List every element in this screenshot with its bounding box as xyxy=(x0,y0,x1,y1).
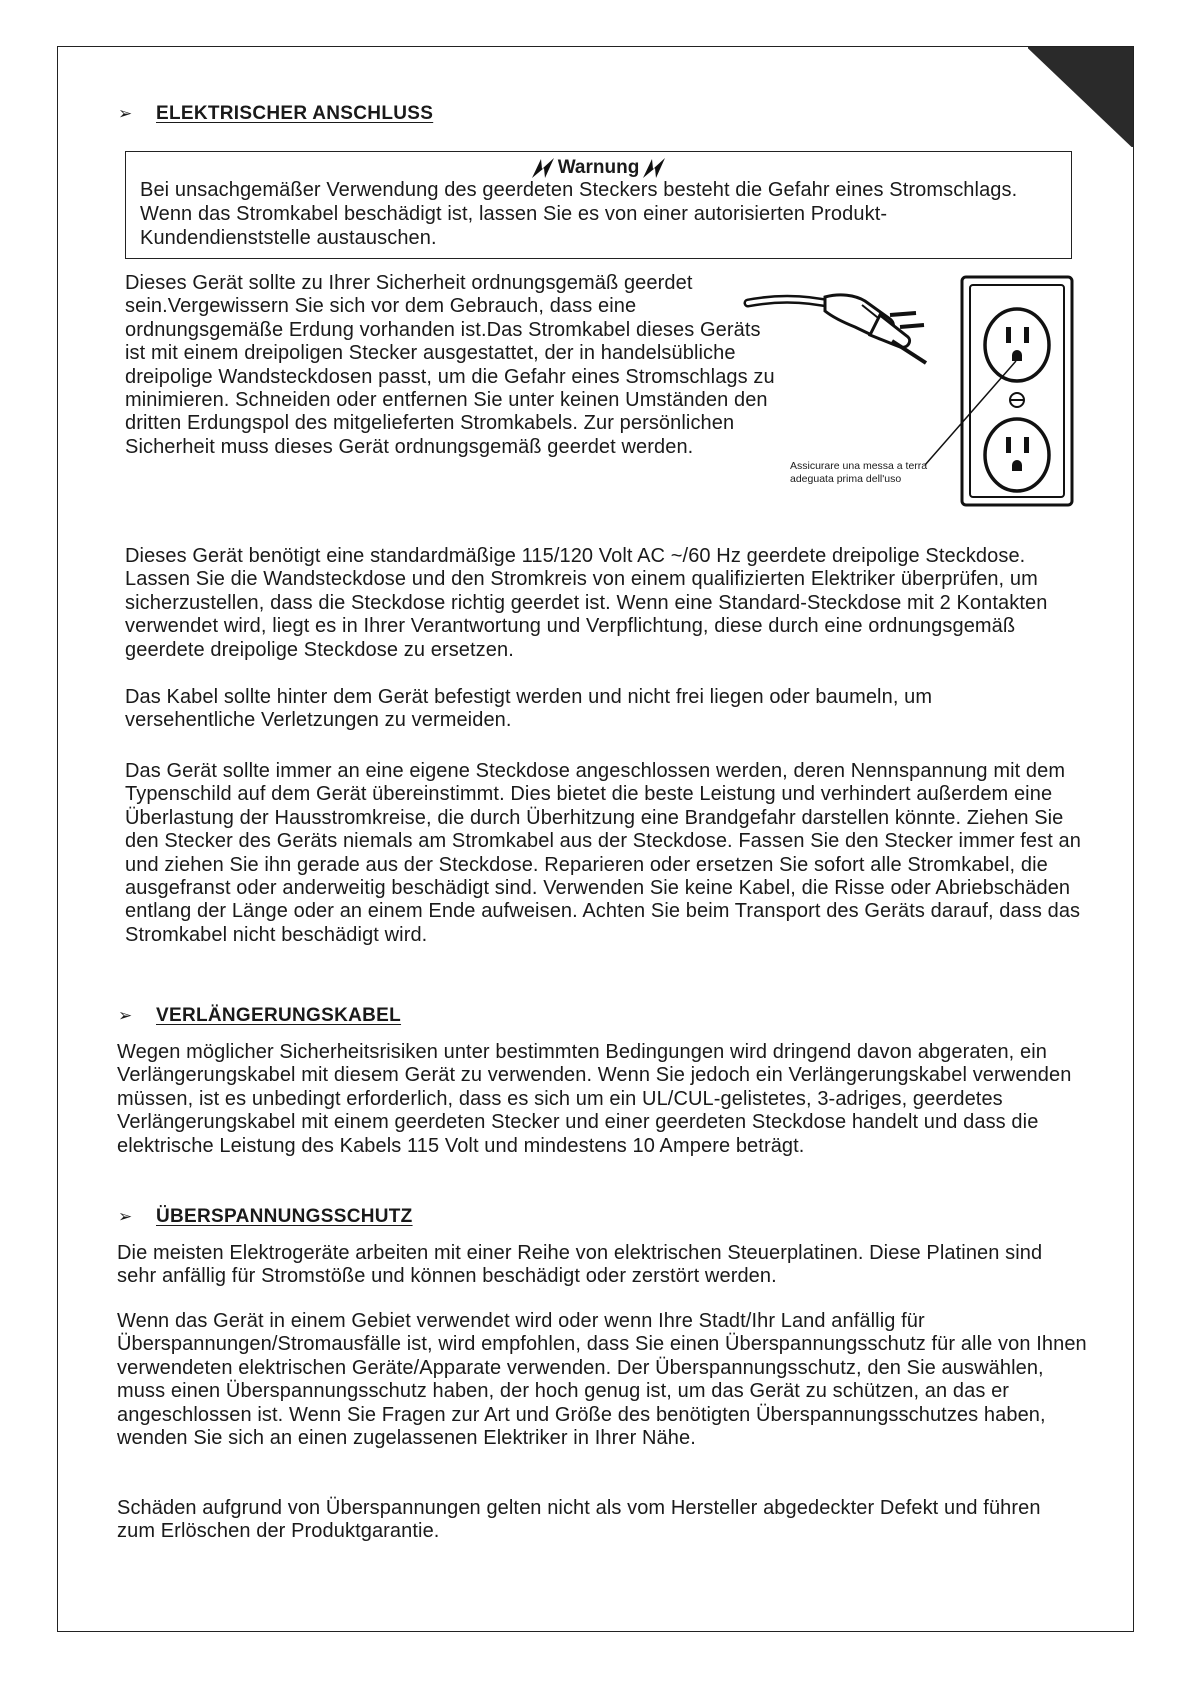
section-title: ELEKTRISCHER ANSCHLUSS xyxy=(156,103,434,124)
section-heading-surge xyxy=(118,1206,413,1228)
paragraph-surge-boards: Die meisten Elektrogeräte arbeiten mit einer Reihe von elektrischen Steuerplatinen. Diese Platinen sind sehr anfällig für Stromstöße und können beschädigt oder zerstört werden. xyxy=(117,1242,1043,1288)
paragraph-cable: Das Kabel sollte hinter dem Gerät befestigt werden und nicht frei liegen oder baumeln, um versehentliche Verletzungen zu vermeiden. xyxy=(125,686,933,732)
lightning-icon xyxy=(530,156,556,180)
paragraph-dedicated-outlet: Das Gerät sollte immer an eine eigene Steckdose angeschlossen werden, deren Nennspannung mit dem Typenschild auf dem Gerät übereinstimmt. Dies bietet die beste Leistung und verhindert außerdem eine Überlastung der Hausstromkreise, die durch Überhitzung eine Brandgefahr darstellen könnte. Ziehen Sie den Stecker des Geräts niemals am Stromkabel aus der Steckdose. Fassen Sie den Stecker immer fest an und ziehen Sie ihn gerade aus der Steckdose. Reparieren oder ersetzen Sie sofort alle Stromkabel, die ausgefranst oder anderweitig beschädigt sind. Verwenden Sie keine Kabel, die Risse oder Abriebschäden entlang der Länge oder an einem Ende aufweisen. Achten Sie beim Transport des Geräts darauf, dass das Stromkabel nicht beschädigt wird. xyxy=(125,760,1081,946)
section-title: VERLÄNGERUNGSKABEL xyxy=(156,1005,402,1026)
warning-title-row xyxy=(140,156,1057,180)
lightning-icon xyxy=(641,156,667,180)
paragraph-surge-warranty: Schäden aufgrund von Überspannungen gelten nicht als vom Hersteller abgedeckter Defekt und führen zum Erlöschen der Produktgarantie. xyxy=(117,1497,1041,1543)
corner-tab-mark xyxy=(1028,47,1133,147)
plug-icon xyxy=(748,295,926,363)
section-title: ÜBERSPANNUNGSSCHUTZ xyxy=(156,1206,413,1227)
bullet-arrow-icon: ➢ xyxy=(118,1207,133,1226)
paragraph-outlet: Dieses Gerät benötigt eine standardmäßige 115/120 Volt AC ~/60 Hz geerdete dreipolige Steckdose. Lassen Sie die Wandsteckdose und den Stromkreis von einem qualifizierten Elektriker überprüfen, um sicherzustellen, dass die Steckdose richtig geerdet ist. Wenn eine Standard-Steckdose mit 2 Kontakten verwendet wird, liegt es in Ihrer Verantwortung und Verpflichtung, diese durch eine ordnungsgemäß geerdete dreipolige Steckdose zu ersetzen. xyxy=(125,545,1048,661)
bullet-arrow-icon: ➢ xyxy=(118,1006,133,1025)
bullet-arrow-icon: ➢ xyxy=(118,104,133,123)
warning-title: Warnung xyxy=(557,157,640,178)
section-heading-extension xyxy=(118,1005,401,1027)
paragraph-extension: Wegen möglicher Sicherheitsrisiken unter bestimmten Bedingungen wird dringend davon abgeraten, ein Verlängerungskabel mit diesem Gerät zu verwenden. Wenn Sie jedoch ein Verlängerungskabel verwenden müssen, ist es unbedingt erforderlich, dass es sich um ein UL/CUL-gelistetes, 3-adriges, geerdetes Verlängerungskabel mit einem geerdeten Stecker und einer geerdeten Steckdose handelt und dass die elektrische Leistung des Kabels 115 Volt und mindestens 10 Ampere beträgt. xyxy=(117,1041,1072,1157)
illustration-caption: Assicurare una messa a terra adeguata prima dell'uso xyxy=(790,460,928,485)
warning-text: Bei unsachgemäßer Verwendung des geerdeten Steckers besteht die Gefahr eines Stromschlags. Wenn das Stromkabel beschädigt ist, lassen Sie es von einer autorisierten Produkt-Kundendienststelle austauschen. xyxy=(140,179,1018,249)
section-heading-electrical xyxy=(118,103,433,125)
wall-outlet-icon xyxy=(962,277,1072,505)
warning-box xyxy=(125,151,1072,259)
paragraph-grounding: Dieses Gerät sollte zu Ihrer Sicherheit ordnungsgemäß geerdet sein.Vergewissern Sie sich vor dem Gebrauch, dass eine ordnungsgemäße Erdung vorhanden ist.Das Stromkabel dieses Geräts ist mit einem dreipoligen Stecker ausgestattet, der in handelsübliche dreipolige Wandsteckdosen passt, um die Gefahr eines Stromschlags zu minimieren. Schneiden oder entfernen Sie unter keinen Umständen den dritten Erdungspol des mitgelieferten Stromkabels. Zur persönlichen Sicherheit muss dieses Gerät ordnungsgemäß geerdet werden. xyxy=(125,272,775,458)
paragraph-surge-protector: Wenn das Gerät in einem Gebiet verwendet wird oder wenn Ihre Stadt/Ihr Land anfällig für Überspannungen/Stromausfälle ist, wird empfohlen, dass Sie einen Überspannungsschutz für alle von Ihnen verwendeten elektrischen Geräte/Apparate verwenden. Der Überspannungsschutz, den Sie auswählen, muss einen Überspannungsschutz haben, der hoch genug ist, um das Gerät zu schützen, an das er angeschlossen ist. Wenn Sie Fragen zur Art und Größe des benötigten Überspannungsschutzes haben, wenden Sie sich an einen zugelassenen Elektriker in Ihrer Nähe. xyxy=(117,1310,1087,1450)
plug-outlet-illustration xyxy=(740,275,1080,535)
